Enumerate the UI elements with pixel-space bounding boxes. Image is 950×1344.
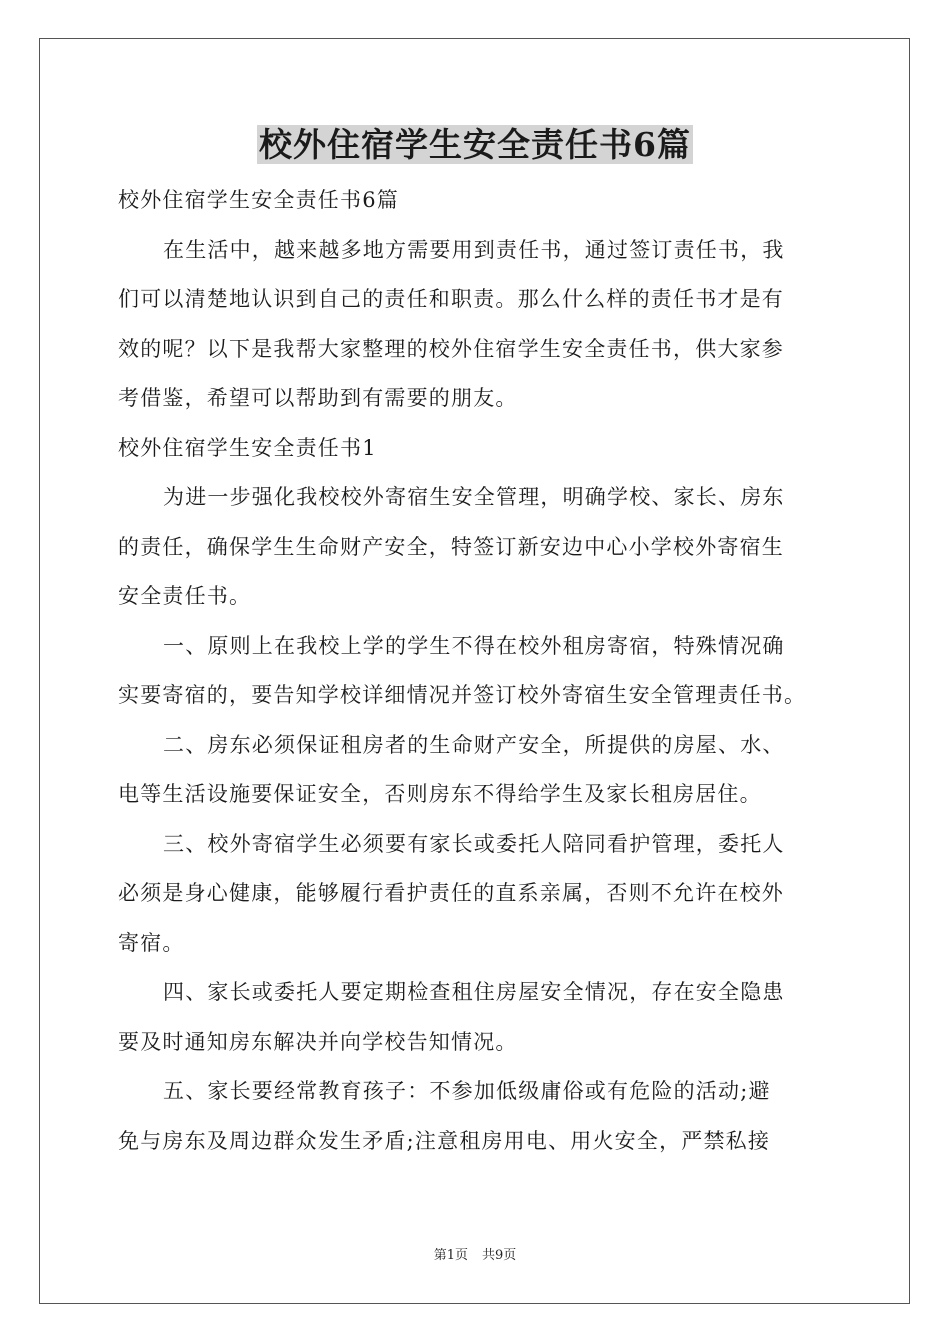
text-line: 考借鉴，希望可以帮助到有需要的朋友。 xyxy=(118,386,518,410)
text-line: 四、家长或委托人要定期检查租住房屋安全情况，存在安全隐患 xyxy=(163,980,785,1004)
text-line: 寄宿。 xyxy=(118,930,185,955)
text-line: 要及时通知房东解决并向学校告知情况。 xyxy=(118,1029,518,1054)
text-line: 们可以清楚地认识到自己的责任和职责。那么什么样的责任书才是有 xyxy=(118,287,784,311)
text-line: 校外住宿学生安全责任书6篇 xyxy=(118,188,399,212)
text-line: 为进一步强化我校校外寄宿生安全管理，明确学校、家长、房东 xyxy=(163,485,785,509)
text-line: 的责任，确保学生生命财产安全，特签订新安边中心小学校外寄宿生 xyxy=(118,534,784,559)
page-total: 共9页 xyxy=(482,1248,517,1263)
document-body xyxy=(118,176,838,1166)
text-line: 五、家长要经常教育孩子：不参加低级庸俗或有危险的活动;避 xyxy=(163,1079,771,1103)
text-line: 三、校外寄宿学生必须要有家长或委托人陪同看护管理，委托人 xyxy=(163,831,785,856)
document-title xyxy=(0,122,950,168)
text-line: 安全责任书。 xyxy=(118,584,252,608)
text-line: 校外住宿学生安全责任书1 xyxy=(118,435,377,460)
text-line: 效的呢？以下是我帮大家整理的校外住宿学生安全责任书，供大家参 xyxy=(118,336,784,361)
text-line: 在生活中，越来越多地方需要用到责任书，通过签订责任书，我 xyxy=(163,237,785,262)
text-line: 电等生活设施要保证安全，否则房东不得给学生及家长租房居住。 xyxy=(118,782,762,806)
page-footer xyxy=(0,1246,950,1266)
text-line: 免与房东及周边群众发生矛盾;注意租房用电、用火安全，严禁私接 xyxy=(118,1128,771,1153)
page-number: 第1页 xyxy=(433,1248,468,1263)
text-line: 一、原则上在我校上学的学生不得在校外租房寄宿，特殊情况确 xyxy=(163,633,785,658)
text-line: 实要寄宿的，要告知学校详细情况并签订校外寄宿生安全管理责任书。 xyxy=(118,683,807,707)
text-line: 二、房东必须保证租房者的生命财产安全，所提供的房屋、水、 xyxy=(163,732,785,757)
document-title-text: 校外住宿学生安全责任书6篇 xyxy=(259,125,691,164)
text-line: 必须是身心健康，能够履行看护责任的直系亲属，否则不允许在校外 xyxy=(118,881,784,905)
